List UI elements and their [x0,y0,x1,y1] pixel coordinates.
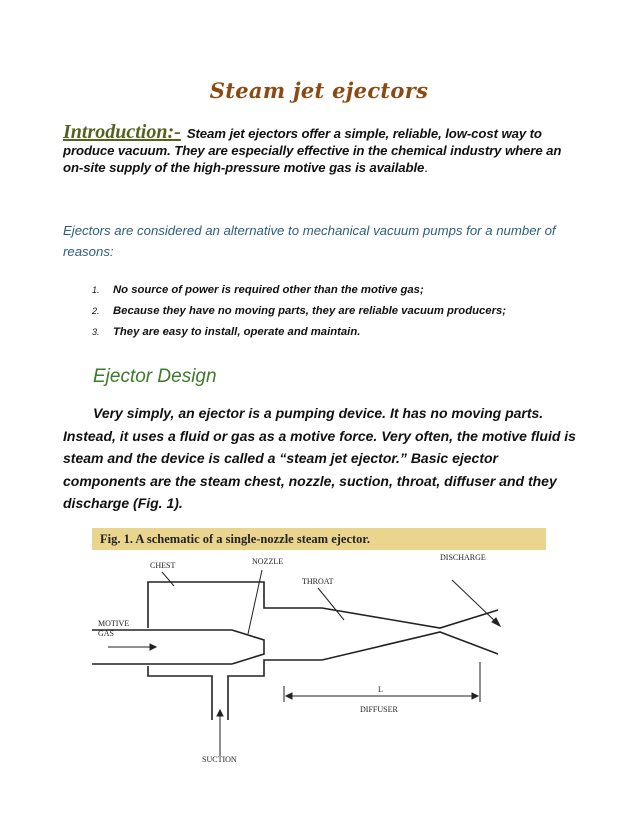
introduction-paragraph [63,121,583,176]
list-item-number: 2. [92,306,100,316]
chest-lower [148,666,212,720]
ejector-figure [92,528,546,766]
list-item-number: 3. [92,327,100,337]
list-item-text: Because they have no moving parts, they are reliable vacuum producers; [113,305,507,317]
label-nozzle: NOZZLE [252,557,284,566]
chest-outline [148,582,498,628]
list-item-text: No source of power is required other than the motive gas; [113,284,424,296]
section-heading: Ejector Design [93,366,217,387]
label-chest: CHEST [150,561,176,570]
label-motive: MOTIVE [98,619,130,628]
introduction-text: Steam jet ejectors offer a simple, reliable, low-cost way to produce vacuum. They are especially effective in the chemical industry where an on-site supply of the high-pressure motive gas is available [63,126,562,175]
introduction-label: Introduction:- [63,121,181,143]
list-item [92,301,592,322]
label-discharge: DISCHARGE [440,553,486,562]
reasons-paragraph: Ejectors are considered an alternative to mechanical vacuum pumps for a number of reasons: [63,223,556,259]
label-suction: SUCTION [202,755,237,764]
list-item-number: 1. [92,285,100,295]
introduction-end: . [424,160,428,175]
document-title: Steam jet ejectors [209,78,429,103]
section-paragraph: Very simply, an ejector is a pumping device. It has no moving parts. Instead, it uses a fluid or gas as a motive force. Very often, the motive fluid is steam and the device is called a “steam jet ejector.” Basic ejector components are the steam chest, nozzle, suction, throat, diffuser and they discharge (Fig. 1). [63,405,576,511]
list-item-text: They are easy to install, operate and maintain. [113,326,361,338]
list-item [92,322,592,343]
label-diffuser: DIFFUSER [360,705,398,714]
figure-caption: Fig. 1. A schematic of a single-nozzle steam ejector. [92,528,546,550]
label-gas: GAS [98,629,115,638]
label-throat: THROAT [302,577,334,586]
nozzle-cone [232,630,264,664]
ejector-schematic [92,550,546,766]
reasons-list [92,280,592,343]
list-item [92,280,592,301]
label-length: L [378,685,383,694]
